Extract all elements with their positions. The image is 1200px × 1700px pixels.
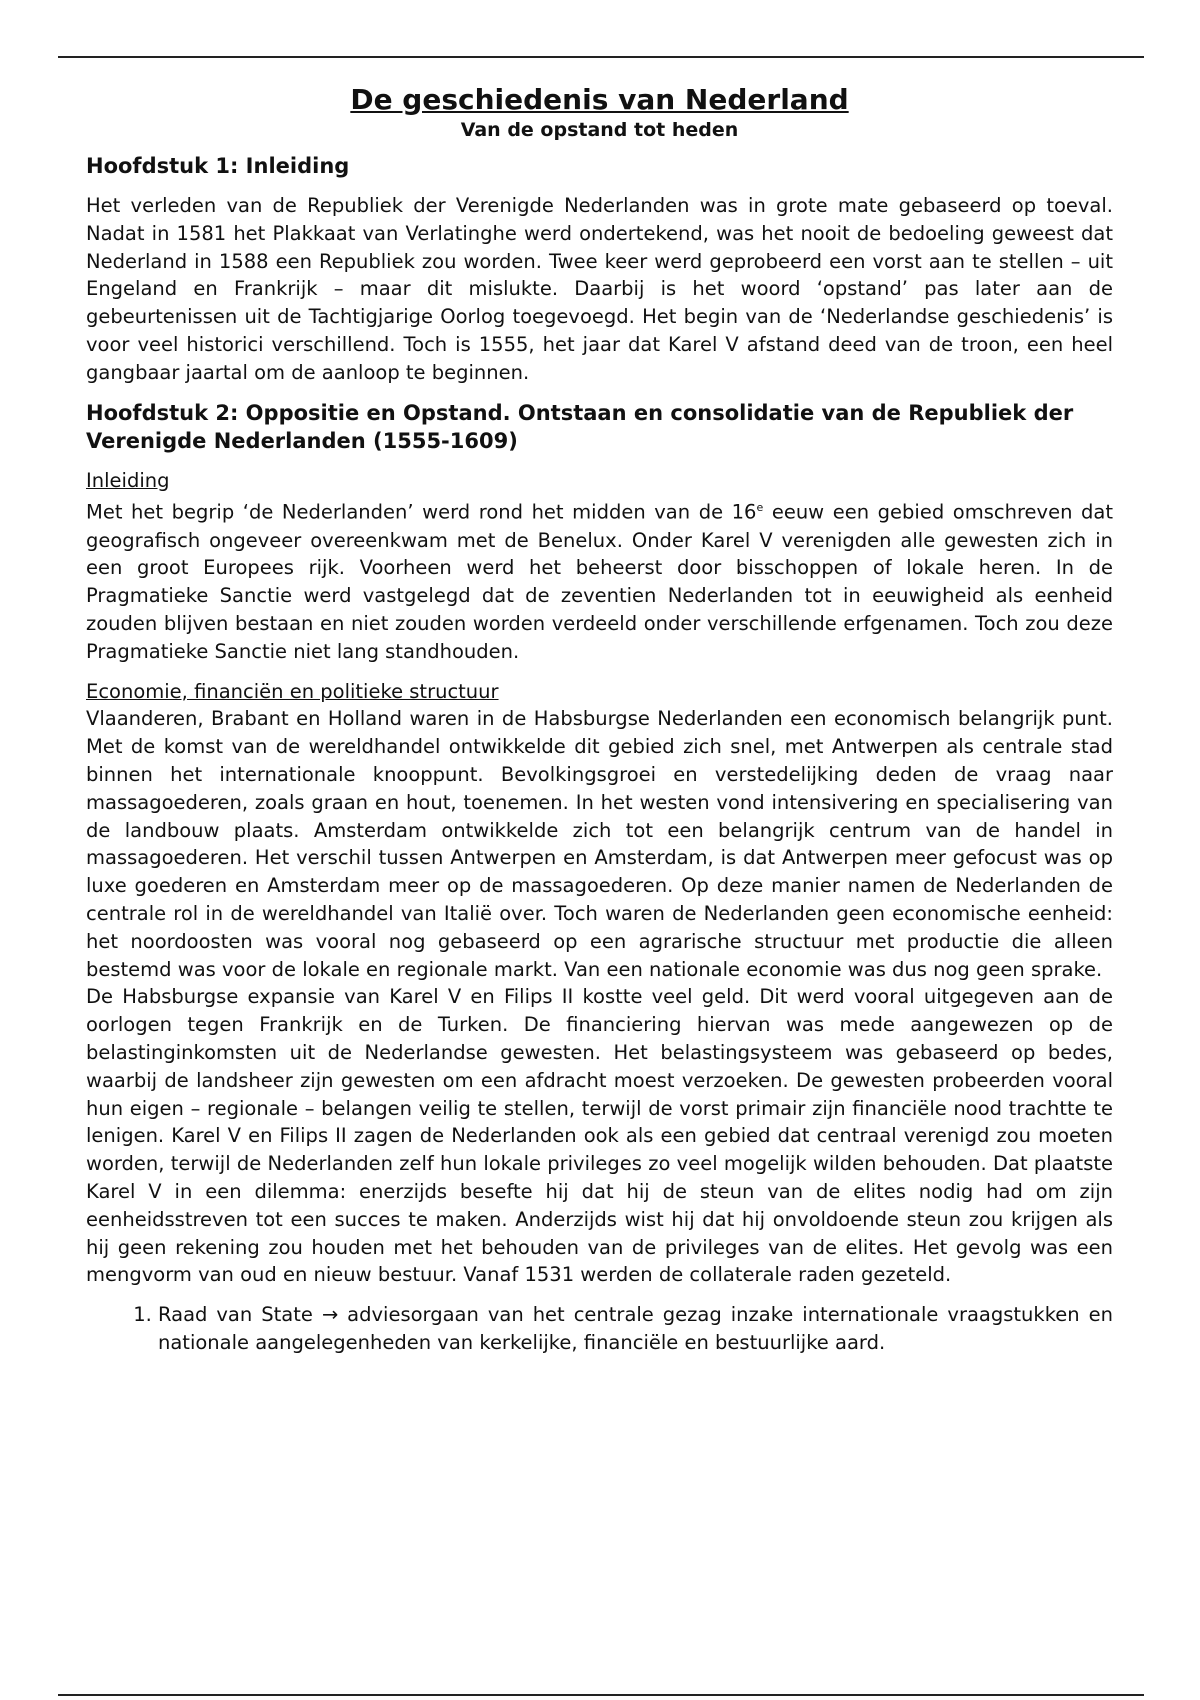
list-item: 1. Raad van State → adviesorgaan van het centrale gezag inzake internationale vraagstukken en nationale aangelegenheden van kerkelijke, financiële en bestuurlijke aard. (158, 1301, 1113, 1357)
document-title: De geschiedenis van Nederland (350, 83, 849, 116)
ordinal-superscript: e (756, 501, 764, 515)
inleiding-text-part-1: Met het begrip ‘de Nederlanden’ werd rond het midden van de 16 (86, 500, 757, 524)
bottom-rule (58, 1694, 1144, 1696)
section-inleiding-paragraph (86, 494, 1113, 665)
document-subtitle: Van de opstand tot heden (460, 119, 739, 141)
inleiding-text-part-2: eeuw een gebied omschreven dat geografisch ongeveer overeenkwam met de Benelux. Onder Karel V verenigden alle gewesten zich in een groot Europees rijk. Voorheen werd het beheerst door bisschoppen of lokale heren. In de Pragmatieke Sanctie werd vastgelegd dat de zeventien Nederlanden tot in eeuwigheid als eenheid zouden blijven bestaan en niet zouden worden verdeeld onder verschillende erfgenamen. Toch zou deze Pragmatieke Sanctie niet lang standhouden. (86, 500, 1113, 663)
section-economie-paragraph-2: De Habsburgse expansie van Karel V en Filips II kostte veel geld. Dit werd vooral uitgegeven aan de oorlogen tegen Frankrijk en de Turken. De financiering hiervan was mede aangewezen op de belastinginkomsten uit de Nederlandse gewesten. Het belastingsysteem was gebaseerd op bedes, waarbij de landsheer zijn gewesten om een afdracht moest verzoeken. De gewesten probeerden vooral hun eigen – regionale – belangen veilig te stellen, terwijl de vorst primair zijn financiële nood trachtte te lenigen. Karel V en Filips II zagen de Nederlanden ook als een gebied dat centraal verenigd zou moeten worden, terwijl de Nederlanden zelf hun lokale privileges zo veel mogelijk wilden behouden. Dat plaatste Karel V in een dilemma: enerzijds besefte hij dat hij de steun van de elites nodig had om zijn eenheidsstreven tot een succes te maken. Anderzijds wist hij dat hij onvoldoende steun zou krijgen als hij geen rekening zou houden met het behouden van de privileges van de elites. Het gevolg was een mengvorm van oud en nieuw bestuur. Vanaf 1531 werden de collaterale raden gezeteld. (86, 985, 1113, 1287)
section-inleiding-heading: Inleiding (86, 468, 170, 492)
chapter-1-heading: Hoofdstuk 1: Inleiding (86, 154, 350, 178)
chapter-2-heading: Hoofdstuk 2: Oppositie en Opstand. Ontstaan en consolidatie van de Republiek der Verenigde Nederlanden (1555-1609) (86, 400, 1074, 453)
section-economie-heading: Economie, financiën en politieke structuur (86, 679, 499, 703)
section-economie-paragraph-1: Vlaanderen, Brabant en Holland waren in de Habsburgse Nederlanden een economisch belangrijk punt. Met de komst van de wereldhandel ontwikkelde dit gebied zich snel, met Antwerpen als centrale stad binnen het internationale knooppunt. Bevolkingsgroei en verstedelijking deden de vraag naar massagoederen, zoals graan en hout, toenemen. In het westen vond intensivering en specialisering van de landbouw plaats. Amsterdam ontwikkelde zich tot een belangrijk centrum van de handel in massagoederen. Het verschil tussen Antwerpen en Amsterdam, is dat Antwerpen meer gefocust was op luxe goederen en Amsterdam meer op de massagoederen. Op deze manier namen de Nederlanden de centrale rol in de wereldhandel van Italië over. Toch waren de Nederlanden geen economische eenheid: het noordoosten was vooral nog gebaseerd op een agrarische structuur met productie die alleen bestemd was voor de lokale en regionale markt. Van een nationale economie was dus nog geen sprake. (86, 707, 1113, 981)
chapter-1-paragraph: Het verleden van de Republiek der Verenigde Nederlanden was in grote mate gebaseerd op toeval. Nadat in 1581 het Plakkaat van Verlatinghe werd ondertekend, was het nooit de bedoeling geweest dat Nederland in 1588 een Republiek zou worden. Twee keer werd geprobeerd een vorst aan te stellen – uit Engeland en Frankrijk – maar dit mislukte. Daarbij is het woord ‘opstand’ pas later aan de gebeurtenissen uit de Tachtigjarige Oorlog toegevoegd. Het begin van de ‘Nederlandse geschiedenis’ is voor veel historici verschillend. Toch is 1555, het jaar dat Karel V afstand deed van de troon, een heel gangbaar jaartal om de aanloop te beginnen. (86, 194, 1113, 384)
document-page (86, 82, 1113, 1357)
top-rule (58, 56, 1144, 58)
collateral-councils-list (86, 1301, 1113, 1357)
